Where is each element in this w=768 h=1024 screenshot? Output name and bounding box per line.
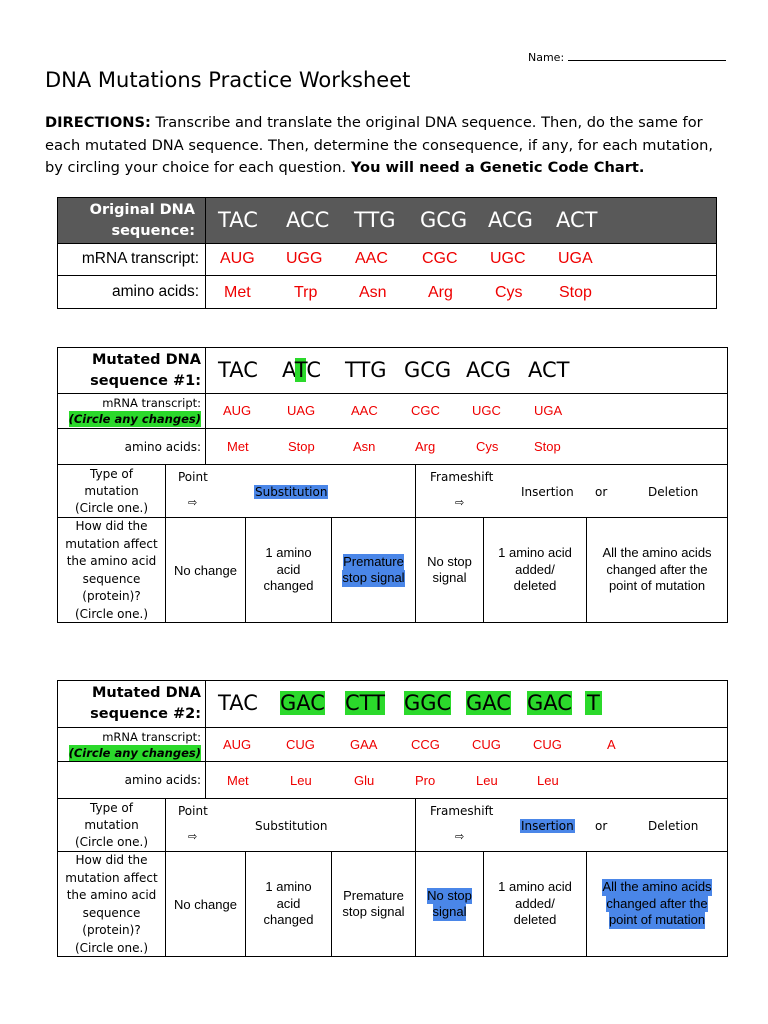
m2-effect-line4: sequence bbox=[82, 905, 141, 920]
mutation1-table bbox=[57, 347, 728, 623]
m1-frameshift-arrow-icon: ⇨ bbox=[455, 496, 465, 509]
m2-label bbox=[58, 681, 201, 727]
original-table bbox=[57, 197, 717, 309]
original-codon-4: GCG bbox=[420, 208, 468, 232]
m2-all-line3: point of mutation bbox=[608, 912, 706, 928]
m2-type-line2: mutation bbox=[84, 817, 139, 832]
m2-frameshift[interactable]: Frameshift bbox=[430, 804, 494, 818]
original-aa-3: Asn bbox=[359, 284, 387, 301]
m2-effect-line6: (Circle one.) bbox=[74, 940, 149, 955]
m1-all-line3: point of mutation bbox=[608, 578, 706, 594]
m2-premature-line1: Premature bbox=[343, 887, 404, 903]
m2-type-line1: Type of bbox=[90, 800, 133, 815]
m2-aa-5: Leu bbox=[476, 773, 498, 788]
m2-mrna-7: A bbox=[607, 737, 616, 752]
m2-or: or bbox=[595, 819, 608, 833]
m2-mrna-1: AUG bbox=[223, 737, 252, 752]
m2-all-line1: All the amino acids bbox=[602, 879, 712, 895]
m1-aa-1: Met bbox=[227, 439, 249, 454]
original-codon-5: ACG bbox=[488, 208, 533, 232]
original-aa-1: Met bbox=[224, 284, 251, 301]
directions-bold-end: You will need a Genetic Code Chart. bbox=[350, 159, 645, 176]
original-label-line2: sequence: bbox=[111, 222, 195, 239]
m2-codon-3: CTT bbox=[345, 691, 385, 715]
m1-all-line2: changed after the bbox=[606, 561, 708, 577]
m1-aa-5: Cys bbox=[476, 439, 499, 454]
m2-no-change-option[interactable] bbox=[166, 852, 245, 956]
m2-premature-option[interactable] bbox=[332, 852, 415, 956]
m1-label-line1: Mutated DNA bbox=[91, 351, 201, 368]
m1-type-line2: mutation bbox=[84, 483, 139, 498]
original-label-line1: Original DNA bbox=[89, 201, 195, 218]
m2-mrna-5: CUG bbox=[472, 737, 501, 752]
m2-type-label bbox=[58, 799, 165, 851]
m1-aa-3: Asn bbox=[353, 439, 376, 454]
m2-mrna-4: CCG bbox=[411, 737, 440, 752]
m1-premature-line2: stop signal bbox=[342, 570, 405, 585]
m2-point-arrow-icon: ⇨ bbox=[188, 830, 198, 843]
m1-effect-line1: How did the bbox=[75, 519, 148, 533]
m2-added-line1: 1 amino acid bbox=[498, 879, 572, 895]
m2-codon-4: GGC bbox=[404, 691, 452, 715]
directions-text: Transcribe and translate the original DNA sequence. Then, do the same for each mutated DNA sequence. Then, determine the consequence, if any, for each mutation, by circling your choice for each question. bbox=[45, 114, 714, 176]
m2-mrna-6: CUG bbox=[533, 737, 562, 752]
m2-mrna-3: GAA bbox=[350, 737, 378, 752]
m1-frameshift[interactable]: Frameshift bbox=[430, 470, 494, 484]
m1-added-line2: added/ bbox=[515, 561, 555, 577]
mutation2-table bbox=[57, 680, 728, 957]
m1-mrna-5: UGC bbox=[472, 403, 501, 418]
m1-added-line1: 1 amino acid bbox=[498, 545, 572, 561]
m1-premature-option[interactable] bbox=[332, 518, 415, 622]
m1-mrna-2: UAG bbox=[287, 403, 316, 418]
m1-point-arrow-icon: ⇨ bbox=[188, 496, 198, 509]
m1-mrna-1: AUG bbox=[223, 403, 252, 418]
m1-mrna-note: (Circle any changes) bbox=[68, 412, 201, 426]
m2-added-deleted-option[interactable] bbox=[484, 852, 586, 956]
m1-aa-6: Stop bbox=[534, 439, 561, 454]
m1-mrna-label: mRNA transcript: bbox=[102, 396, 201, 410]
name-label: Name: bbox=[528, 51, 565, 64]
m2-effect-line1: How did the bbox=[75, 853, 148, 867]
m1-codon-3: TTG bbox=[345, 358, 387, 382]
m1-added-deleted-option[interactable] bbox=[484, 518, 586, 622]
name-blank bbox=[568, 50, 726, 61]
m2-codon-7: T bbox=[587, 691, 600, 715]
m1-codon-5: ACG bbox=[466, 358, 511, 382]
m1-codon-4: GCG bbox=[404, 358, 452, 382]
original-mrna-label: mRNA transcript: bbox=[81, 250, 199, 267]
m1-effect-line2: mutation affect bbox=[65, 536, 158, 551]
m1-effect-line5: (protein)? bbox=[82, 589, 141, 603]
m2-one-changed-option[interactable] bbox=[246, 852, 331, 956]
m1-one-changed-line3: changed bbox=[263, 578, 314, 594]
original-codon-3: TTG bbox=[354, 208, 396, 232]
m1-label-line2: sequence #1: bbox=[90, 372, 201, 389]
m2-point[interactable]: Point bbox=[178, 804, 208, 818]
m1-premature-line1: Premature bbox=[343, 553, 404, 569]
m1-mrna-label-cell bbox=[58, 394, 201, 428]
m2-added-line2: added/ bbox=[515, 895, 555, 911]
original-aa-6: Stop bbox=[559, 284, 592, 301]
m1-type-line1: Type of bbox=[90, 466, 133, 481]
original-aa-2: Trp bbox=[294, 284, 318, 301]
m1-effect-line6: (Circle one.) bbox=[74, 606, 149, 621]
m2-label-line2: sequence #2: bbox=[90, 706, 201, 722]
m2-added-line3: deleted bbox=[513, 912, 557, 928]
original-codon-6: ACT bbox=[556, 208, 598, 232]
m2-codon-1: TAC bbox=[218, 691, 258, 715]
m1-codon-2-mutation: T bbox=[294, 358, 307, 382]
m2-substitution-option[interactable]: Substitution bbox=[255, 819, 328, 833]
m1-codon-6: ACT bbox=[528, 358, 570, 382]
m2-aa-label: amino acids: bbox=[124, 773, 201, 787]
m2-frameshift-arrow-icon: ⇨ bbox=[455, 830, 465, 843]
m1-insertion-option[interactable]: Insertion bbox=[521, 485, 574, 499]
m2-mrna-label: mRNA transcript: bbox=[102, 729, 201, 744]
m1-or: or bbox=[595, 485, 608, 499]
m2-mrna-2: CUG bbox=[286, 737, 315, 752]
m2-mrna-note: (Circle any changes) bbox=[68, 745, 201, 760]
original-aa-5: Cys bbox=[495, 284, 523, 301]
directions bbox=[45, 112, 735, 180]
m2-effect-label bbox=[58, 852, 165, 957]
m1-added-line3: deleted bbox=[513, 578, 557, 594]
m2-aa-1: Met bbox=[227, 773, 249, 788]
m1-effect-line4: sequence bbox=[82, 571, 141, 586]
directions-label: DIRECTIONS: bbox=[45, 114, 151, 131]
m1-mrna-4: CGC bbox=[411, 403, 440, 418]
m1-one-changed-line1: 1 amino bbox=[265, 545, 312, 561]
m2-effect-line2: mutation affect bbox=[65, 870, 158, 885]
original-mrna-2: UGG bbox=[286, 250, 323, 267]
m1-aa-label: amino acids: bbox=[124, 439, 201, 454]
m1-one-changed-option[interactable] bbox=[246, 518, 331, 622]
m2-codon-6: GAC bbox=[527, 691, 572, 715]
m1-point[interactable]: Point bbox=[178, 470, 208, 484]
original-mrna-3: AAC bbox=[355, 250, 388, 267]
name-field bbox=[528, 50, 726, 64]
m1-mrna-6: UGA bbox=[534, 403, 563, 418]
original-codon-1: TAC bbox=[218, 208, 258, 232]
original-mrna-1: AUG bbox=[220, 250, 255, 267]
m2-insertion-option[interactable]: Insertion bbox=[521, 819, 574, 833]
m1-aa-2: Stop bbox=[288, 439, 315, 454]
m2-all-changed-option[interactable] bbox=[587, 852, 727, 956]
m1-type-label bbox=[58, 465, 165, 517]
original-mrna-4: CGC bbox=[422, 250, 458, 267]
original-codon-2: ACC bbox=[286, 208, 330, 232]
m1-label bbox=[58, 348, 201, 393]
original-mrna-5: UGC bbox=[490, 250, 526, 267]
m2-no-stop-option[interactable] bbox=[416, 852, 483, 956]
m1-substitution-option[interactable]: Substitution bbox=[255, 485, 328, 499]
m2-label-line1: Mutated DNA bbox=[91, 685, 201, 701]
m2-no-stop-line2: signal bbox=[432, 904, 467, 919]
m2-aa-4: Pro bbox=[415, 773, 436, 788]
m1-codon-1: TAC bbox=[218, 358, 258, 382]
m2-mrna-label-cell bbox=[58, 728, 201, 761]
m1-codon-2-a: A bbox=[282, 358, 295, 382]
m2-premature-line2: stop signal bbox=[342, 904, 405, 919]
m1-no-stop-option[interactable] bbox=[416, 518, 483, 622]
m2-effect-line5: (protein)? bbox=[82, 923, 141, 937]
m2-codon-2: GAC bbox=[280, 691, 325, 715]
m2-type-line3: (Circle one.) bbox=[74, 834, 149, 849]
m2-one-changed-line3: changed bbox=[263, 912, 314, 928]
m2-one-changed-line1: 1 amino bbox=[265, 879, 312, 895]
m2-one-changed-line2: acid bbox=[276, 895, 301, 911]
m1-effect-line3: the amino acid bbox=[66, 554, 157, 568]
m1-mrna-3: AAC bbox=[351, 403, 378, 418]
page-title: DNA Mutations Practice Worksheet bbox=[45, 68, 411, 92]
m2-aa-3: Glu bbox=[354, 773, 375, 788]
m1-no-stop-line1: No stop bbox=[427, 553, 472, 569]
m2-all-line2: changed after the bbox=[606, 895, 708, 911]
m2-no-change-text: No change bbox=[174, 896, 237, 912]
m2-no-stop-line1: No stop bbox=[427, 887, 472, 903]
m1-deletion-option[interactable]: Deletion bbox=[648, 485, 699, 499]
m1-codon-2-c: C bbox=[306, 358, 322, 382]
original-label bbox=[58, 198, 201, 243]
m1-no-change-option[interactable] bbox=[166, 518, 245, 622]
m1-all-line1: All the amino acids bbox=[602, 545, 712, 561]
m1-codon-2 bbox=[282, 358, 321, 382]
m1-no-change-text: No change bbox=[174, 562, 237, 578]
m2-deletion-option[interactable]: Deletion bbox=[648, 819, 699, 833]
m2-effect-line3: the amino acid bbox=[66, 888, 157, 902]
original-aa-label: amino acids: bbox=[111, 283, 199, 300]
m1-all-changed-option[interactable] bbox=[587, 518, 727, 622]
m1-aa-4: Arg bbox=[415, 439, 436, 454]
m2-codon-5: GAC bbox=[466, 691, 511, 715]
m2-aa-2: Leu bbox=[290, 773, 312, 788]
m1-one-changed-line2: acid bbox=[276, 561, 301, 577]
m1-effect-label bbox=[58, 518, 165, 623]
m1-type-line3: (Circle one.) bbox=[74, 500, 149, 515]
original-aa-4: Arg bbox=[428, 284, 453, 301]
original-mrna-6: UGA bbox=[558, 250, 593, 267]
m1-no-stop-line2: signal bbox=[432, 570, 467, 585]
m2-aa-6: Leu bbox=[537, 773, 559, 788]
